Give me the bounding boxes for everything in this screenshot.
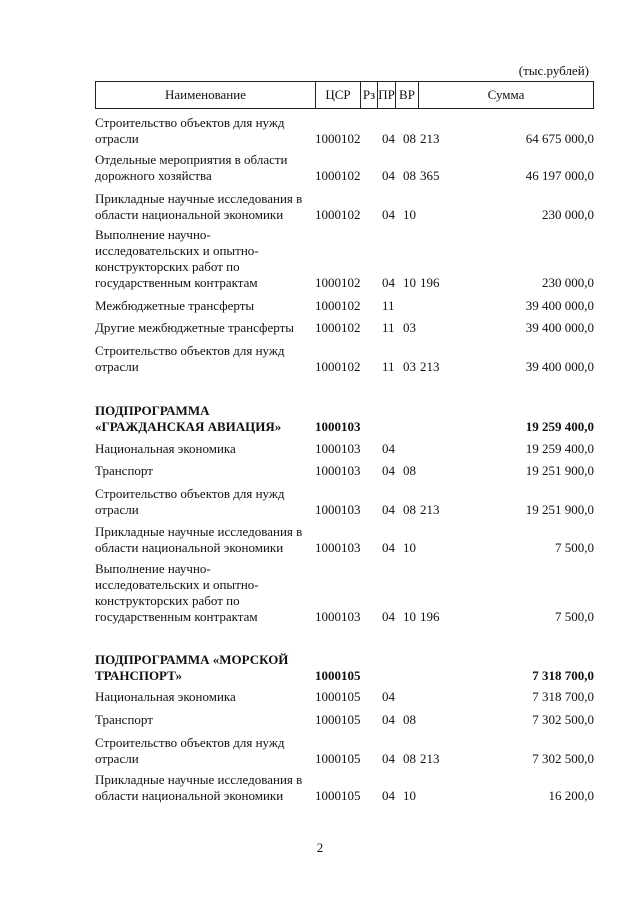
row-csr: 1000105 (315, 689, 361, 704)
row-sum: 7 302 500,0 (532, 751, 594, 766)
table-row (95, 772, 594, 804)
row-sum: 7 500,0 (555, 609, 594, 624)
row-name: Строительство объектов для нужд отрасли (95, 735, 285, 766)
row-csr: 1000103 (315, 441, 361, 456)
row-csr: 1000105 (315, 668, 361, 683)
row-sum: 7 318 700,0 (532, 668, 594, 683)
row-name: Прикладные научные исследования в области национальной экономики (95, 524, 303, 555)
row-sum: 230 000,0 (542, 275, 594, 290)
table-row (95, 561, 594, 625)
row-csr: 1000102 (315, 298, 361, 313)
row-pr: 03 (403, 359, 416, 374)
row-csr: 1000103 (315, 502, 361, 517)
row-rz: 04 (382, 689, 395, 704)
row-sum: 39 400 000,0 (525, 359, 594, 374)
row-csr: 1000103 (315, 609, 361, 624)
table-row (95, 152, 594, 184)
row-name: Строительство объектов для нужд отрасли (95, 115, 285, 146)
row-name: Национальная экономика (95, 441, 236, 456)
row-rz: 04 (382, 712, 395, 727)
row-rz: 04 (382, 168, 395, 183)
row-name: Выполнение научно-исследовательских и опытно-конструкторских работ по государственным контрактам (95, 227, 259, 290)
row-sum: 19 251 900,0 (525, 502, 594, 517)
row-pr: 08 (403, 751, 416, 766)
row-csr: 1000103 (315, 463, 361, 478)
row-pr: 03 (403, 320, 416, 335)
row-rz: 04 (382, 275, 395, 290)
row-name: ПОДПРОГРАММА «МОРСКОЙ ТРАНСПОРТ» (95, 652, 289, 683)
row-name: Отдельные мероприятия в области дорожного хозяйства (95, 152, 288, 183)
row-name: Транспорт (95, 712, 153, 727)
row-pr: 10 (403, 275, 416, 290)
row-rz: 04 (382, 540, 395, 555)
row-sum: 19 259 400,0 (525, 419, 594, 434)
units-label: (тыс.рублей) (518, 63, 589, 78)
row-name: ПОДПРОГРАММА «ГРАЖДАНСКАЯ АВИАЦИЯ» (95, 403, 282, 434)
row-name: Строительство объектов для нужд отрасли (95, 343, 285, 374)
header-rz: Рз (361, 82, 378, 108)
table-row (95, 115, 594, 147)
row-rz: 04 (382, 788, 395, 803)
row-csr: 1000102 (315, 320, 361, 335)
table-row (95, 463, 594, 479)
row-name: Межбюджетные трансферты (95, 298, 255, 313)
row-csr: 1000102 (315, 207, 361, 222)
row-vr: 213 (420, 502, 440, 517)
row-csr: 1000103 (315, 419, 361, 434)
row-vr: 213 (420, 751, 440, 766)
header-csr: ЦСР (316, 82, 361, 108)
table-row (95, 441, 594, 457)
row-sum: 46 197 000,0 (525, 168, 594, 183)
row-sum: 64 675 000,0 (525, 131, 594, 146)
row-name: Прикладные научные исследования в области национальной экономики (95, 772, 303, 803)
row-csr: 1000102 (315, 131, 361, 146)
subprogram-row (95, 403, 594, 435)
row-name: Национальная экономика (95, 689, 236, 704)
table-row (95, 227, 594, 291)
row-name: Транспорт (95, 463, 153, 478)
table-row (95, 343, 594, 375)
row-vr: 213 (420, 131, 440, 146)
row-rz: 11 (382, 298, 395, 313)
table-row (95, 524, 594, 556)
row-pr: 10 (403, 609, 416, 624)
row-csr: 1000102 (315, 168, 361, 183)
row-vr: 365 (420, 168, 440, 183)
table-row (95, 320, 594, 336)
table-row (95, 486, 594, 518)
row-name: Строительство объектов для нужд отрасли (95, 486, 285, 517)
header-pr: ПР (378, 82, 396, 108)
table-row (95, 298, 594, 314)
row-pr: 08 (403, 712, 416, 727)
row-rz: 04 (382, 131, 395, 146)
subprogram-row (95, 652, 594, 684)
row-pr: 08 (403, 131, 416, 146)
row-csr: 1000103 (315, 540, 361, 555)
table-row (95, 191, 594, 223)
row-sum: 7 500,0 (555, 540, 594, 555)
row-sum: 39 400 000,0 (525, 320, 594, 335)
row-sum: 7 302 500,0 (532, 712, 594, 727)
table-row (95, 712, 594, 728)
row-rz: 11 (382, 320, 395, 335)
row-rz: 04 (382, 463, 395, 478)
row-sum: 7 318 700,0 (532, 689, 594, 704)
row-rz: 04 (382, 609, 395, 624)
header-name: Наименование (96, 82, 316, 108)
row-pr: 10 (403, 207, 416, 222)
row-name: Другие межбюджетные трансферты (95, 320, 294, 335)
table-row (95, 735, 594, 767)
row-csr: 1000102 (315, 359, 361, 374)
row-name: Выполнение научно-исследовательских и опытно-конструкторских работ по государственным контрактам (95, 561, 259, 624)
row-rz: 04 (382, 207, 395, 222)
row-csr: 1000105 (315, 788, 361, 803)
row-rz: 04 (382, 751, 395, 766)
row-sum: 230 000,0 (542, 207, 594, 222)
row-pr: 08 (403, 502, 416, 517)
row-csr: 1000105 (315, 712, 361, 727)
row-rz: 11 (382, 359, 395, 374)
row-sum: 39 400 000,0 (525, 298, 594, 313)
row-name: Прикладные научные исследования в области национальной экономики (95, 191, 303, 222)
row-rz: 04 (382, 441, 395, 456)
row-sum: 19 251 900,0 (525, 463, 594, 478)
table-row (95, 689, 594, 705)
header-sum: Сумма (487, 87, 525, 102)
row-sum: 16 200,0 (548, 788, 594, 803)
row-pr: 10 (403, 788, 416, 803)
row-pr: 08 (403, 168, 416, 183)
row-rz: 04 (382, 502, 395, 517)
row-csr: 1000105 (315, 751, 361, 766)
row-sum: 19 259 400,0 (525, 441, 594, 456)
row-vr: 213 (420, 359, 440, 374)
row-csr: 1000102 (315, 275, 361, 290)
table-header (95, 81, 594, 109)
row-pr: 08 (403, 463, 416, 478)
page-number: 2 (316, 840, 324, 855)
row-pr: 10 (403, 540, 416, 555)
row-vr: 196 (420, 275, 440, 290)
header-vr: ВР (396, 82, 419, 108)
row-vr: 196 (420, 609, 440, 624)
